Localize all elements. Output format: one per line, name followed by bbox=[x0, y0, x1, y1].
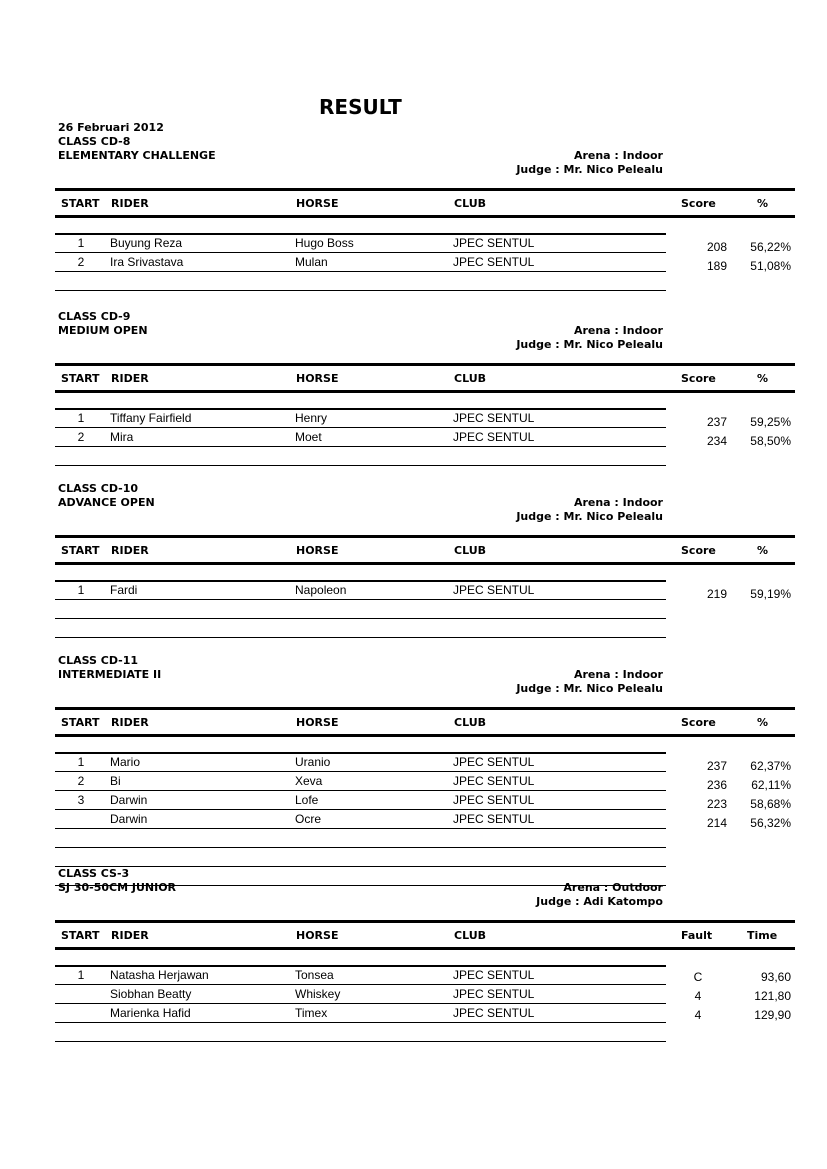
score-value: 237 bbox=[706, 415, 727, 429]
start-number: 2 bbox=[77, 255, 85, 269]
score-value: 208 bbox=[706, 240, 727, 254]
start-number: 1 bbox=[77, 411, 85, 425]
time-value: 121,80 bbox=[754, 989, 791, 1003]
rider-name: Darwin bbox=[110, 793, 148, 807]
percent-value: 56,32% bbox=[750, 816, 791, 830]
percent-value: 58,68% bbox=[750, 797, 791, 811]
horse-name: Timex bbox=[295, 1006, 328, 1020]
judge-label: Judge : Mr. Nico Pelealu bbox=[516, 682, 663, 695]
column-header-club: CLUB bbox=[454, 929, 487, 942]
column-header-rider: RIDER bbox=[111, 929, 149, 942]
club-name: JPEC SENTUL bbox=[453, 583, 535, 597]
column-header-percent: % bbox=[757, 372, 769, 385]
row-rule bbox=[55, 771, 666, 772]
horse-name: Xeva bbox=[295, 774, 323, 788]
horse-name: Moet bbox=[295, 430, 322, 444]
column-header-horse: HORSE bbox=[296, 544, 339, 557]
class-code: CLASS CS-3 bbox=[58, 867, 130, 880]
arena-label: Arena : Indoor bbox=[573, 496, 663, 509]
column-header-club: CLUB bbox=[454, 544, 487, 557]
header-rule-bottom bbox=[55, 215, 795, 218]
column-header-start: START bbox=[61, 197, 100, 210]
row-rule bbox=[55, 618, 666, 619]
header-rule-top bbox=[55, 920, 795, 923]
percent-value: 56,22% bbox=[750, 240, 791, 254]
row-rule bbox=[55, 752, 666, 754]
rider-name: Siobhan Beatty bbox=[110, 987, 192, 1001]
class-code: CLASS CD-8 bbox=[58, 135, 131, 148]
percent-value: 59,19% bbox=[750, 587, 791, 601]
horse-name: Henry bbox=[295, 411, 328, 425]
horse-name: Whiskey bbox=[295, 987, 341, 1001]
header-rule-bottom bbox=[55, 390, 795, 393]
row-rule bbox=[55, 446, 666, 447]
percent-value: 59,25% bbox=[750, 415, 791, 429]
row-rule bbox=[55, 984, 666, 985]
column-header-score: Score bbox=[681, 544, 716, 557]
horse-name: Tonsea bbox=[295, 968, 334, 982]
column-header-score: Score bbox=[681, 372, 716, 385]
row-rule bbox=[55, 465, 666, 466]
horse-name: Lofe bbox=[295, 793, 319, 807]
judge-label: Judge : Mr. Nico Pelealu bbox=[516, 163, 663, 176]
column-header-start: START bbox=[61, 929, 100, 942]
judge-label: Judge : Adi Katompo bbox=[536, 895, 663, 908]
start-number: 1 bbox=[77, 755, 85, 769]
rider-name: Bi bbox=[110, 774, 121, 788]
score-value: 223 bbox=[706, 797, 727, 811]
row-rule bbox=[55, 847, 666, 848]
row-rule bbox=[55, 1041, 666, 1042]
header-rule-top bbox=[55, 535, 795, 538]
club-name: JPEC SENTUL bbox=[453, 1006, 535, 1020]
club-name: JPEC SENTUL bbox=[453, 236, 535, 250]
column-header-percent: % bbox=[757, 197, 769, 210]
row-rule bbox=[55, 637, 666, 638]
class-name: ADVANCE OPEN bbox=[58, 496, 155, 509]
class-name: ELEMENTARY CHALLENGE bbox=[58, 149, 216, 162]
column-header-score: Score bbox=[681, 716, 716, 729]
column-header-start: START bbox=[61, 716, 100, 729]
fault-value: 4 bbox=[694, 1008, 702, 1022]
column-header-rider: RIDER bbox=[111, 372, 149, 385]
judge-label: Judge : Mr. Nico Pelealu bbox=[516, 338, 663, 351]
rider-name: Darwin bbox=[110, 812, 148, 826]
column-header-rider: RIDER bbox=[111, 716, 149, 729]
start-number: 1 bbox=[77, 968, 85, 982]
percent-value: 62,11% bbox=[751, 778, 791, 792]
class-code: CLASS CD-10 bbox=[58, 482, 139, 495]
percent-value: 51,08% bbox=[750, 259, 791, 273]
score-value: 237 bbox=[706, 759, 727, 773]
rider-name: Mario bbox=[110, 755, 141, 769]
club-name: JPEC SENTUL bbox=[453, 411, 535, 425]
club-name: JPEC SENTUL bbox=[453, 755, 535, 769]
arena-label: Arena : Indoor bbox=[573, 668, 663, 681]
column-header-percent: % bbox=[757, 544, 769, 557]
start-number: 1 bbox=[77, 236, 85, 250]
club-name: JPEC SENTUL bbox=[453, 812, 535, 826]
event-date: 26 Februari 2012 bbox=[58, 121, 164, 134]
column-header-start: START bbox=[61, 544, 100, 557]
percent-value: 62,37% bbox=[750, 759, 791, 773]
row-rule bbox=[55, 233, 666, 235]
row-rule bbox=[55, 427, 666, 428]
column-header-start: START bbox=[61, 372, 100, 385]
rider-name: Fardi bbox=[110, 583, 138, 597]
header-rule-bottom bbox=[55, 562, 795, 565]
row-rule bbox=[55, 828, 666, 829]
column-header-horse: HORSE bbox=[296, 197, 339, 210]
club-name: JPEC SENTUL bbox=[453, 255, 535, 269]
horse-name: Mulan bbox=[295, 255, 328, 269]
class-code: CLASS CD-9 bbox=[58, 310, 131, 323]
row-rule bbox=[55, 290, 666, 291]
arena-label: Arena : Indoor bbox=[573, 149, 663, 162]
start-number: 2 bbox=[77, 774, 85, 788]
row-rule bbox=[55, 1003, 666, 1004]
class-name: SJ 30-50CM JUNIOR bbox=[58, 881, 177, 894]
column-header-horse: HORSE bbox=[296, 372, 339, 385]
score-value: 234 bbox=[706, 434, 727, 448]
club-name: JPEC SENTUL bbox=[453, 987, 535, 1001]
row-rule bbox=[55, 809, 666, 810]
percent-value: 58,50% bbox=[750, 434, 791, 448]
column-header-fault: Fault bbox=[681, 929, 713, 942]
row-rule bbox=[55, 866, 666, 867]
row-rule bbox=[55, 1022, 666, 1023]
club-name: JPEC SENTUL bbox=[453, 430, 535, 444]
row-rule bbox=[55, 252, 666, 253]
row-rule bbox=[55, 271, 666, 272]
rider-name: Tiffany Fairfield bbox=[110, 411, 192, 425]
horse-name: Uranio bbox=[295, 755, 331, 769]
row-rule bbox=[55, 408, 666, 410]
fault-value: C bbox=[693, 970, 703, 984]
score-value: 189 bbox=[706, 259, 727, 273]
start-number: 3 bbox=[77, 793, 85, 807]
column-header-score: Score bbox=[681, 197, 716, 210]
club-name: JPEC SENTUL bbox=[453, 774, 535, 788]
row-rule bbox=[55, 965, 666, 967]
header-rule-top bbox=[55, 363, 795, 366]
class-code: CLASS CD-11 bbox=[58, 654, 139, 667]
header-rule-top bbox=[55, 707, 795, 710]
arena-label: Arena : Indoor bbox=[573, 324, 663, 337]
rider-name: Natasha Herjawan bbox=[110, 968, 209, 982]
score-value: 214 bbox=[706, 816, 727, 830]
column-header-club: CLUB bbox=[454, 197, 487, 210]
rider-name: Mira bbox=[110, 430, 134, 444]
column-header-club: CLUB bbox=[454, 372, 487, 385]
club-name: JPEC SENTUL bbox=[453, 968, 535, 982]
rider-name: Buyung Reza bbox=[110, 236, 183, 250]
horse-name: Hugo Boss bbox=[295, 236, 354, 250]
rider-name: Marienka Hafid bbox=[110, 1006, 191, 1020]
arena-label: Arena : Outdoor bbox=[563, 881, 663, 894]
class-name: MEDIUM OPEN bbox=[58, 324, 148, 337]
row-rule bbox=[55, 790, 666, 791]
column-header-rider: RIDER bbox=[111, 197, 149, 210]
column-header-percent: % bbox=[757, 716, 769, 729]
column-header-horse: HORSE bbox=[296, 716, 339, 729]
page-title: RESULT bbox=[319, 95, 402, 119]
club-name: JPEC SENTUL bbox=[453, 793, 535, 807]
header-rule-top bbox=[55, 188, 795, 191]
column-header-horse: HORSE bbox=[296, 929, 339, 942]
column-header-time: Time bbox=[747, 929, 778, 942]
rider-name: Ira Srivastava bbox=[110, 255, 184, 269]
judge-label: Judge : Mr. Nico Pelealu bbox=[516, 510, 663, 523]
horse-name: Ocre bbox=[295, 812, 322, 826]
class-name: INTERMEDIATE II bbox=[58, 668, 162, 681]
start-number: 2 bbox=[77, 430, 85, 444]
column-header-club: CLUB bbox=[454, 716, 487, 729]
header-rule-bottom bbox=[55, 734, 795, 737]
time-value: 129,90 bbox=[754, 1008, 791, 1022]
score-value: 219 bbox=[706, 587, 727, 601]
column-header-rider: RIDER bbox=[111, 544, 149, 557]
score-value: 236 bbox=[706, 778, 727, 792]
start-number: 1 bbox=[77, 583, 85, 597]
header-rule-bottom bbox=[55, 947, 795, 950]
row-rule bbox=[55, 599, 666, 600]
row-rule bbox=[55, 580, 666, 582]
time-value: 93,60 bbox=[760, 970, 791, 984]
fault-value: 4 bbox=[694, 989, 702, 1003]
horse-name: Napoleon bbox=[295, 583, 347, 597]
